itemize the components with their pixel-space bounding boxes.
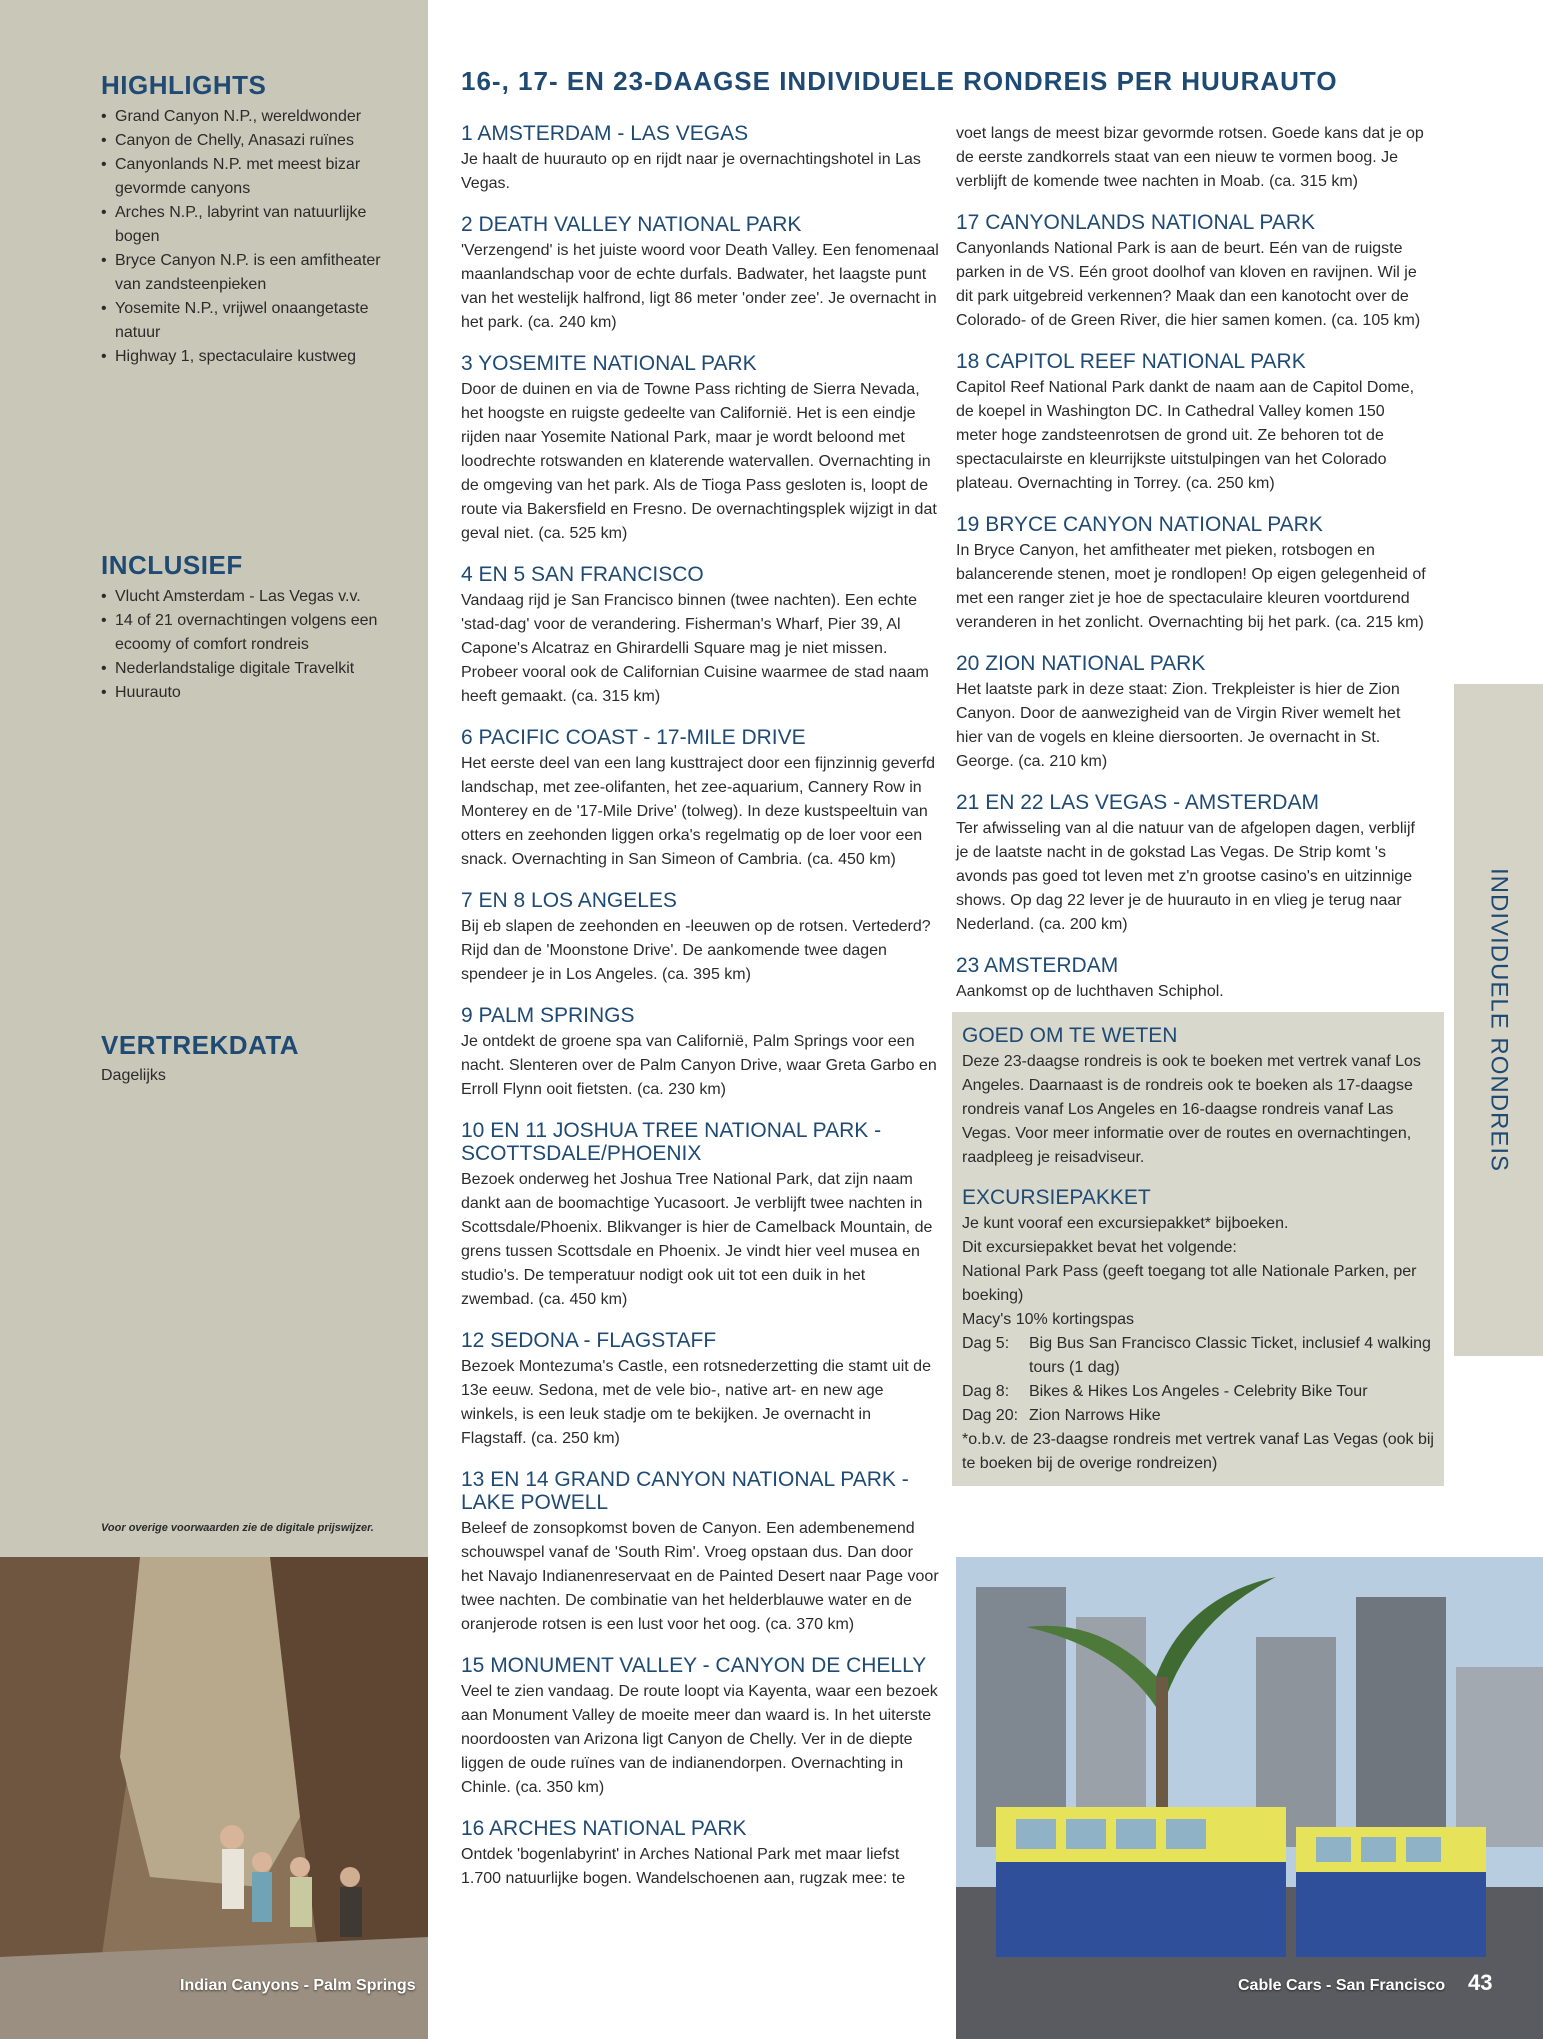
itinerary-day bbox=[461, 1329, 939, 1451]
conditions-note: Voor overige voorwaarden zie de digitale prijswijzer. bbox=[101, 1522, 374, 1534]
itinerary-right-column bbox=[956, 122, 1434, 1486]
day-heading: 23 AMSTERDAM bbox=[956, 954, 1119, 977]
excursie-day-row bbox=[962, 1380, 1434, 1404]
photo-caption-right: Cable Cars - San Francisco bbox=[1238, 1977, 1446, 1994]
excursie-day-text: Bikes & Hikes Los Angeles - Celebrity Bike Tour bbox=[1029, 1383, 1368, 1400]
day-heading: 15 MONUMENT VALLEY - CANYON DE CHELLY bbox=[461, 1654, 927, 1677]
day-text: Vandaag rijd je San Francisco binnen (twee nachten). Een echte 'stad-dag' voor de verandering. Fisherman's Wharf, Pier 39, Al Capone's Alcatraz en Ghirardelli Square mag je niet missen. Probeer vooral ook de Californian Cuisine waarmee de stad naam heeft gemaakt. (ca. 315 km) bbox=[461, 592, 929, 705]
itinerary-day bbox=[461, 889, 939, 987]
photo-cable-cars bbox=[956, 1557, 1543, 2039]
photo-indian-canyons bbox=[0, 1557, 428, 2039]
canyon-illustration bbox=[0, 1557, 428, 2039]
list-item: • Nederlandstalige digitale Travelkit bbox=[101, 657, 401, 681]
day-heading: 18 CAPITOL REEF NATIONAL PARK bbox=[956, 350, 1306, 373]
list-item: • Bryce Canyon N.P. is een amfitheater van zandsteenpieken bbox=[101, 249, 401, 297]
day-text: In Bryce Canyon, het amfitheater met pieken, rotsbogen en balancerende stenen, moet je rondlopen! Op eigen gelegenheid of met een ranger ziet je hoe de spectaculaire kleuren voortdurend veranderen in het zonlicht. Overnachting bij het park. (ca. 215 km) bbox=[956, 542, 1426, 631]
day-heading: 13 EN 14 GRAND CANYON NATIONAL PARK - LAKE POWELL bbox=[461, 1468, 909, 1514]
day-heading: 1 AMSTERDAM - LAS VEGAS bbox=[461, 122, 749, 145]
excursie-day-text: Zion Narrows Hike bbox=[1029, 1407, 1161, 1424]
day-text: 'Verzengend' is het juiste woord voor Death Valley. Een fenomenaal maanlandschap voor de echte durfals. Badwater, het laagste punt van het westelijk halfrond, ligt 86 meter 'onder zee'. Je overnacht in het park. (ca. 240 km) bbox=[461, 242, 939, 331]
inclusief-block bbox=[101, 550, 401, 705]
excursie-line: Je kunt vooraf een excursiepakket* bijboeken. bbox=[962, 1215, 1289, 1232]
day-heading: 10 EN 11 JOSHUA TREE NATIONAL PARK - SCOTTSDALE/PHOENIX bbox=[461, 1119, 882, 1165]
list-item: • Huurauto bbox=[101, 681, 401, 705]
itinerary-left-column bbox=[461, 122, 939, 1908]
itinerary-day bbox=[461, 352, 939, 546]
inclusief-heading: INCLUSIEF bbox=[101, 550, 243, 580]
itinerary-day bbox=[461, 1468, 939, 1637]
day-heading: 12 SEDONA - FLAGSTAFF bbox=[461, 1329, 717, 1352]
day-heading: 2 DEATH VALLEY NATIONAL PARK bbox=[461, 213, 802, 236]
excursie-day-row bbox=[962, 1404, 1434, 1428]
list-item: • Vlucht Amsterdam - Las Vegas v.v. bbox=[101, 585, 401, 609]
highlights-block bbox=[101, 70, 401, 369]
day-heading: 9 PALM SPRINGS bbox=[461, 1004, 635, 1027]
itinerary-day bbox=[461, 563, 939, 709]
excursie-line: Dit excursiepakket bevat het volgende: bbox=[962, 1239, 1237, 1256]
itinerary-day bbox=[461, 213, 939, 335]
day-text: Capitol Reef National Park dankt de naam aan de Capitol Dome, de koepel in Washington DC. In Cathedral Valley komen 150 meter hoge zandsteenrotsen de grond uit. Ze behoren tot de spectaculairste en kleurrijkste uitstulpingen van het Colorado plateau. Overnachting in Torrey. (ca. 250 km) bbox=[956, 379, 1415, 492]
excursiepakket-heading: EXCURSIEPAKKET bbox=[962, 1186, 1151, 1209]
vertrekdata-block bbox=[101, 1030, 401, 1087]
day-heading: 3 YOSEMITE NATIONAL PARK bbox=[461, 352, 757, 375]
day-text: Bezoek Montezuma's Castle, een rotsnederzetting die stamt uit de 13e eeuw. Sedona, met de vele bio-, native art- en new age winkels, is een leuk stadje om te bekijken. Je overnacht in Flagstaff. (ca. 250 km) bbox=[461, 1358, 931, 1447]
day-heading: 20 ZION NATIONAL PARK bbox=[956, 652, 1206, 675]
vertrekdata-text: Dagelijks bbox=[101, 1067, 166, 1084]
day-heading: 21 EN 22 LAS VEGAS - AMSTERDAM bbox=[956, 791, 1319, 814]
excursie-line: Macy's 10% kortingspas bbox=[962, 1311, 1135, 1328]
goed-om-te-weten-text: Deze 23-daagse rondreis is ook te boeken met vertrek vanaf Los Angeles. Daarnaast is de rondreis ook te boeken als 17-daagse rondreis vanaf Los Angeles en 16-daagse rondreis vanaf Las Vegas. Voor meer informatie over de routes en overnachtingen, raadpleeg je reisadviseur. bbox=[962, 1053, 1421, 1166]
list-item: • Canyonlands N.P. met meest bizar gevormde canyons bbox=[101, 153, 401, 201]
itinerary-day bbox=[461, 1654, 939, 1800]
highlights-heading: HIGHLIGHTS bbox=[101, 70, 267, 100]
highlights-list bbox=[101, 105, 401, 369]
excursie-line: National Park Pass (geeft toegang tot alle Nationale Parken, per boeking) bbox=[962, 1263, 1417, 1304]
list-item: • 14 of 21 overnachtingen volgens een ecoomy of comfort rondreis bbox=[101, 609, 401, 657]
itinerary-day bbox=[956, 350, 1426, 496]
itinerary-day bbox=[956, 791, 1426, 937]
day-text: Bij eb slapen de zeehonden en -leeuwen op de rotsen. Vertederd? Rijd dan de 'Moonstone Drive'. De aankomende twee dagen spendeer je in Los Angeles. (ca. 395 km) bbox=[461, 918, 931, 983]
goed-om-te-weten-heading: GOED OM TE WETEN bbox=[962, 1024, 1178, 1047]
itinerary-day bbox=[956, 652, 1426, 774]
list-item: • Yosemite N.P., vrijwel onaangetaste natuur bbox=[101, 297, 401, 345]
itinerary-day bbox=[956, 954, 1426, 1004]
day-heading: 19 BRYCE CANYON NATIONAL PARK bbox=[956, 513, 1323, 536]
day-text: Je ontdekt de groene spa van Californië, Palm Springs voor een nacht. Slenteren over de Palm Canyon Drive, waar Greta Garbo en Erroll Flynn ooit fietsten. (ca. 230 km) bbox=[461, 1033, 937, 1098]
day-text: Ter afwisseling van al die natuur van de afgelopen dagen, verblijf je de laatste nacht in de gokstad Las Vegas. De Strip komt 's avonds pas goed tot leven met z'n grootse casino's en uitzinnige shows. Op dag 22 lever je de huurauto in en vlieg je terug naar Nederland. (ca. 200 km) bbox=[956, 820, 1415, 933]
list-item: • Arches N.P., labyrint van natuurlijke bogen bbox=[101, 201, 401, 249]
excursie-day-label: Dag 20: bbox=[962, 1407, 1019, 1424]
continued-text: voet langs de meest bizar gevormde rotsen. Goede kans dat je op de eerste zandkorrels staat van een nieuw te vormen boog. Je verblijft de komende twee nachten in Moab. (ca. 315 km) bbox=[956, 125, 1424, 190]
itinerary-day bbox=[956, 513, 1426, 635]
excursie-day-row bbox=[962, 1332, 1434, 1380]
day-text: Bezoek onderweg het Joshua Tree National Park, dat zijn naam dankt aan de boomachtige Yucasoort. Je verblijft twee nachten in Scottsdale/Phoenix. Blikvanger is hier de Camelback Mountain, de grens tussen Scottsdale en Phoenix. Je vindt hier veel musea en studio's. De temperatuur nodigt ook uit tot een duik in het zwembad. (ca. 450 km) bbox=[461, 1171, 933, 1308]
day-text: Canyonlands National Park is aan de beurt. Eén van de ruigste parken in de VS. Eén groot doolhof van kloven en ravijnen. Wil je dit park uitgebreid verkennen? Maak dan een kanotocht over de Colorado- of de Green River, die hier samen komen. (ca. 105 km) bbox=[956, 240, 1421, 329]
day-heading: 6 PACIFIC COAST - 17-MILE DRIVE bbox=[461, 726, 806, 749]
info-box bbox=[952, 1012, 1444, 1486]
day-heading: 16 ARCHES NATIONAL PARK bbox=[461, 1817, 747, 1840]
day-text: Je haalt de huurauto op en rijdt naar je overnachtingshotel in Las Vegas. bbox=[461, 151, 921, 192]
itinerary-day bbox=[461, 122, 939, 196]
photo-caption-left: Indian Canyons - Palm Springs bbox=[180, 1977, 416, 1994]
list-item: • Canyon de Chelly, Anasazi ruïnes bbox=[101, 129, 401, 153]
day-text: Het laatste park in deze staat: Zion. Trekpleister is hier de Zion Canyon. Door de aanwezigheid van de Virgin River wemelt het hier van de vogels en kleine diersoorten. Je overnacht in St. George. (ca. 210 km) bbox=[956, 681, 1401, 770]
day-heading: 4 EN 5 SAN FRANCISCO bbox=[461, 563, 704, 586]
itinerary-day bbox=[461, 1119, 939, 1312]
page-title: 16-, 17- EN 23-DAAGSE INDIVIDUELE RONDREIS PER HUURAUTO bbox=[461, 66, 1338, 96]
inclusief-list bbox=[101, 585, 401, 705]
list-item: • Highway 1, spectaculaire kustweg bbox=[101, 345, 401, 369]
itinerary-day bbox=[461, 726, 939, 872]
page-number: 43 bbox=[1468, 1970, 1493, 1995]
day-heading: 17 CANYONLANDS NATIONAL PARK bbox=[956, 211, 1316, 234]
section-tab-label-wrap bbox=[1454, 684, 1543, 1356]
list-item: • Grand Canyon N.P., wereldwonder bbox=[101, 105, 401, 129]
vertrekdata-heading: VERTREKDATA bbox=[101, 1030, 300, 1060]
section-tab-label: INDIVIDUELE RONDREIS bbox=[1485, 867, 1513, 1173]
excursie-day-label: Dag 5: bbox=[962, 1335, 1010, 1352]
itinerary-day bbox=[461, 1817, 939, 1891]
day-text: Het eerste deel van een lang kusttraject door een fijnzinnig geverfd landschap, met zee-olifanten, het zee-aquarium, Cannery Row in Monterey en de '17-Mile Drive' (tolweg). In deze kustspeeltuin van otters en zeehonden liggen orka's regelmatig op de loer voor een snack. Overnachting in San Simeon of Cambria. (ca. 450 km) bbox=[461, 755, 936, 868]
excursie-footnote: *o.b.v. de 23-daagse rondreis met vertrek vanaf Las Vegas (ook bij te boeken bij de overige rondreizen) bbox=[962, 1431, 1434, 1472]
day-text: Aankomst op de luchthaven Schiphol. bbox=[956, 983, 1224, 1000]
day-text: Ontdek 'bogenlabyrint' in Arches National Park met maar liefst 1.700 natuurlijke bogen. Wandelschoenen aan, rugzak mee: te bbox=[461, 1846, 906, 1887]
day-text: Door de duinen en via de Towne Pass richting de Sierra Nevada, het hoogste en ruigste gedeelte van Californië. Het is een eindje rijden naar Yosemite National Park, maar je wordt beloond met loodrechte rotswanden en klaterende watervallen. Overnachting in de omgeving van het park. Als de Tioga Pass gesloten is, loopt de route via Bakersfield en Fresno. De overnachtingsplek wijzigt in dat geval niet. (ca. 525 km) bbox=[461, 381, 937, 542]
excursie-day-label: Dag 8: bbox=[962, 1383, 1010, 1400]
itinerary-day bbox=[956, 211, 1426, 333]
day-heading: 7 EN 8 LOS ANGELES bbox=[461, 889, 677, 912]
itinerary-day bbox=[461, 1004, 939, 1102]
cable-car-illustration bbox=[956, 1557, 1543, 2039]
day-text: Veel te zien vandaag. De route loopt via Kayenta, waar een bezoek aan Monument Valley de moeite meer dan waard is. In het uiterste noordoosten van Arizona ligt Canyon de Chelly. Ver in de diepte liggen de oude ruïnes van de indianendorpen. Overnachting in Chinle. (ca. 350 km) bbox=[461, 1683, 938, 1796]
day-text: Beleef de zonsopkomst boven de Canyon. Een adembenemend schouwspel vanaf de 'South Rim'. Vroeg opstaan dus. Dan door het Navajo Indianenreservaat en de Painted Desert naar Page voor twee nachten. De combinatie van het helderblauwe water en de oranjerode rotsen is een lust voor het oog. (ca. 370 km) bbox=[461, 1520, 939, 1633]
excursie-day-text: Big Bus San Francisco Classic Ticket, inclusief 4 walking tours (1 dag) bbox=[1029, 1335, 1431, 1376]
